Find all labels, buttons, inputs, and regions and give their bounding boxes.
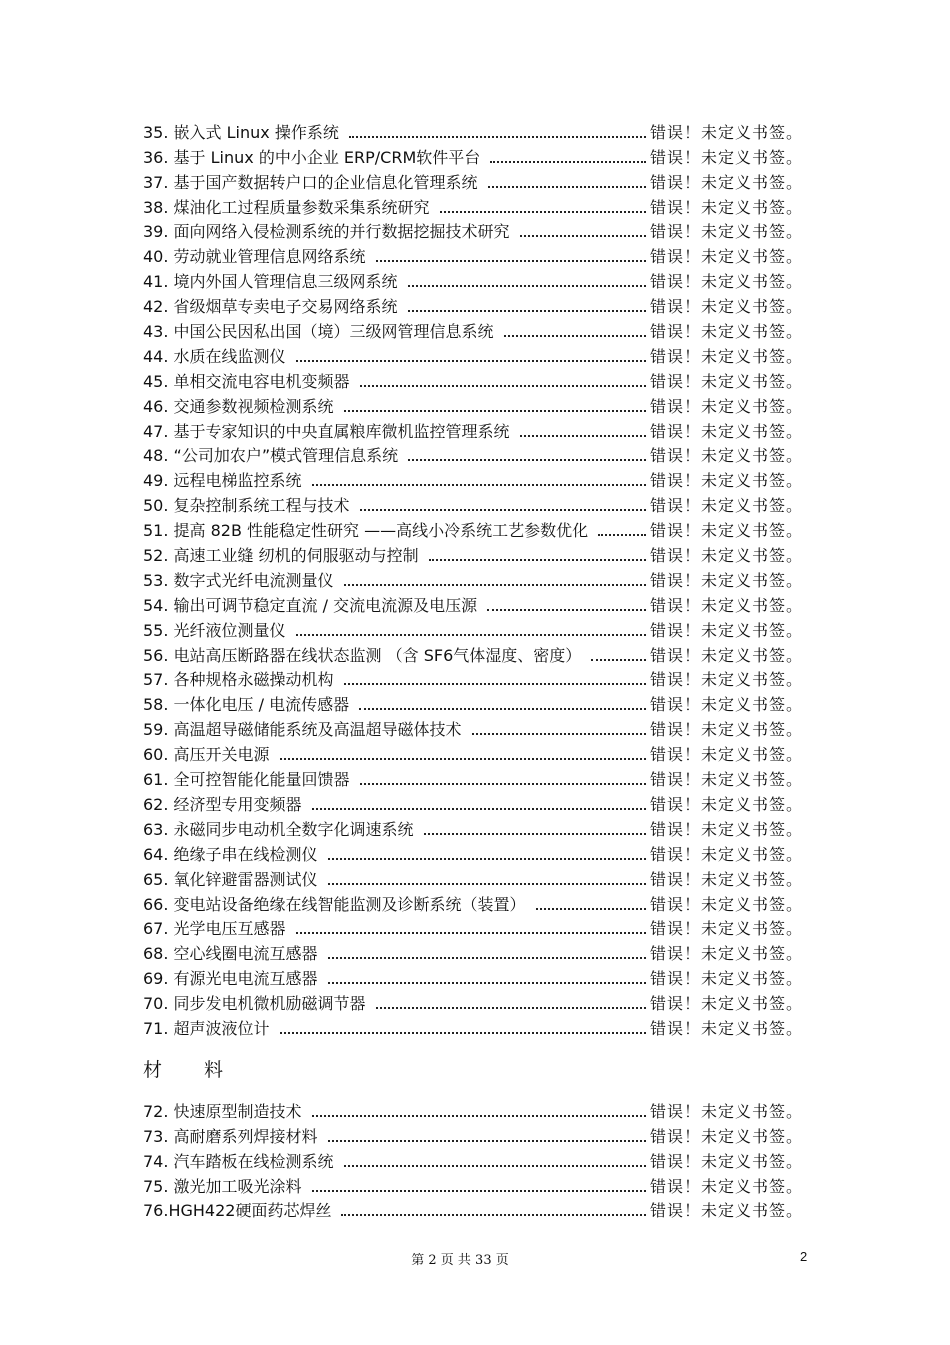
toc-leader-dots xyxy=(312,1115,646,1117)
toc-entry[interactable] xyxy=(143,690,803,715)
toc-leader-dots xyxy=(312,1190,646,1192)
toc-entry[interactable] xyxy=(143,890,803,915)
toc-entry-title: 51. 提高 82B 性能稳定性研究 ——高线小冷系统工艺参数优化 xyxy=(143,521,589,541)
toc-entry-page-ref: 错误！未定义书签。 xyxy=(649,670,803,690)
toc-entry-title: 62. 经济型专用变频器 xyxy=(143,794,302,814)
toc-entry-page-ref: 错误！未定义书签。 xyxy=(649,944,803,964)
toc-entry-title: 49. 远程电梯监控系统 xyxy=(143,471,302,491)
toc-entry[interactable] xyxy=(143,193,803,218)
toc-entry-page-ref: 错误！未定义书签。 xyxy=(649,595,803,615)
toc-leader-dots xyxy=(280,1032,646,1034)
toc-leader-dots xyxy=(440,211,646,213)
toc-entry-title: 41. 境内外国人管理信息三级网系统 xyxy=(143,272,398,292)
toc-entry[interactable] xyxy=(143,1014,803,1039)
toc-entry-page-ref: 错误！未定义书签。 xyxy=(649,869,803,889)
toc-entry[interactable] xyxy=(143,666,803,691)
toc-entry-title: 50. 复杂控制系统工程与技术 xyxy=(143,496,350,516)
toc-leader-dots xyxy=(488,186,646,188)
toc-entry-page-ref: 错误！未定义书签。 xyxy=(649,297,803,317)
toc-entry-title: 45. 单相交流电容电机变频器 xyxy=(143,371,350,391)
toc-entry-page-ref: 错误！未定义书签。 xyxy=(649,1126,803,1146)
toc-entry[interactable] xyxy=(143,342,803,367)
toc-entry-title: 59. 高温超导磁储能系统及高温超导磁体技术 xyxy=(143,720,462,740)
toc-entry-title: 44. 水质在线监测仪 xyxy=(143,346,286,366)
toc-entry-page-ref: 错误！未定义书签。 xyxy=(649,695,803,715)
toc-entry-page-ref: 错误！未定义书签。 xyxy=(649,994,803,1014)
toc-entry-page-ref: 错误！未定义书签。 xyxy=(649,794,803,814)
toc-entry-page-ref: 错误！未定义书签。 xyxy=(649,546,803,566)
toc-entry[interactable] xyxy=(143,218,803,243)
toc-leader-dots xyxy=(328,883,646,885)
toc-entry[interactable] xyxy=(143,915,803,940)
toc-entry-page-ref: 错误！未定义书签。 xyxy=(649,894,803,914)
toc-leader-dots xyxy=(328,858,646,860)
footer-page-number: 2 xyxy=(800,1249,808,1264)
toc-leader-dots xyxy=(376,1007,646,1009)
toc-entry[interactable] xyxy=(143,367,803,392)
toc-entry[interactable] xyxy=(143,1097,803,1122)
toc-entry-page-ref: 错误！未定义书签。 xyxy=(649,1101,803,1121)
toc-entry-page-ref: 错误！未定义书签。 xyxy=(649,471,803,491)
toc-leader-dots xyxy=(349,136,646,138)
toc-entry-title: 40. 劳动就业管理信息网络系统 xyxy=(143,247,366,267)
toc-entry-title: 56. 电站高压断路器在线状态监测 （含 SF6气体湿度、密度） xyxy=(143,645,582,665)
toc-entry-page-ref: 错误！未定义书签。 xyxy=(649,346,803,366)
toc-entry-page-ref: 错误！未定义书签。 xyxy=(649,222,803,242)
toc-entry-page-ref: 错误！未定义书签。 xyxy=(649,720,803,740)
toc-entry-page-ref: 错误！未定义书签。 xyxy=(649,147,803,167)
toc-leader-dots xyxy=(408,459,646,461)
toc-entry-page-ref: 错误！未定义书签。 xyxy=(649,446,803,466)
toc-entry[interactable] xyxy=(143,815,803,840)
toc-leader-dots xyxy=(591,659,646,661)
toc-leader-dots xyxy=(296,360,646,362)
toc-leader-dots xyxy=(344,410,646,412)
toc-entry-title: 46. 交通参数视频检测系统 xyxy=(143,396,334,416)
toc-entry-title: 39. 面向网络入侵检测系统的并行数据挖掘技术研究 xyxy=(143,222,510,242)
toc-leader-dots xyxy=(504,335,646,337)
toc-leader-dots xyxy=(360,783,646,785)
toc-leader-dots xyxy=(598,534,646,536)
toc-entry-title: 52. 高速工业缝 纫机的伺服驱动与控制 xyxy=(143,546,419,566)
toc-entry-title: 54. 输出可调节稳定直流 / 交流电流源及电压源 xyxy=(143,595,478,615)
toc-leader-dots xyxy=(408,310,646,312)
toc-entry-page-ref: 错误！未定义书签。 xyxy=(649,844,803,864)
toc-entry-title: 55. 光纤液位测量仪 xyxy=(143,620,286,640)
toc-entry[interactable] xyxy=(143,1172,803,1197)
toc-leader-dots xyxy=(344,1165,646,1167)
toc-leader-dots xyxy=(520,235,646,237)
toc-entry-page-ref: 错误！未定义书签。 xyxy=(649,645,803,665)
toc-leader-dots xyxy=(360,509,646,511)
toc-entry[interactable] xyxy=(143,1197,803,1222)
toc-entry-page-ref: 错误！未定义书签。 xyxy=(649,396,803,416)
toc-entry[interactable] xyxy=(143,715,803,740)
toc-entry-page-ref: 错误！未定义书签。 xyxy=(649,496,803,516)
toc-entry[interactable] xyxy=(143,641,803,666)
toc-entry-title: 42. 省级烟草专卖电子交易网络系统 xyxy=(143,297,398,317)
toc-entry-title: 35. 嵌入式 Linux 操作系统 xyxy=(143,122,339,142)
toc-entry-page-ref: 错误！未定义书签。 xyxy=(649,819,803,839)
toc-leader-dots xyxy=(472,733,646,735)
toc-leader-dots xyxy=(341,1214,646,1216)
toc-entry-page-ref: 错误！未定义书签。 xyxy=(649,197,803,217)
toc-entry[interactable] xyxy=(143,1122,803,1147)
toc-leader-dots xyxy=(280,758,646,760)
toc-entry[interactable] xyxy=(143,267,803,292)
toc-entry-title: 71. 超声波液位计 xyxy=(143,1018,270,1038)
toc-entry[interactable] xyxy=(143,964,803,989)
toc-entry-title: 53. 数字式光纤电流测量仪 xyxy=(143,570,334,590)
toc-entry-page-ref: 错误！未定义书签。 xyxy=(649,521,803,541)
toc-entry-page-ref: 错误！未定义书签。 xyxy=(649,745,803,765)
toc-entry-title: 67. 光学电压互感器 xyxy=(143,919,286,939)
toc-entry-title: 61. 全可控智能化能量回馈器 xyxy=(143,770,350,790)
toc-entry-title: 74. 汽车踏板在线检测系统 xyxy=(143,1151,334,1171)
footer-page-info: 第 2 页 共 33 页 xyxy=(411,1253,509,1268)
toc-entry[interactable] xyxy=(143,118,803,143)
toc-entry-page-ref: 错误！未定义书签。 xyxy=(649,421,803,441)
toc-leader-dots xyxy=(487,609,646,611)
toc-leader-dots xyxy=(296,634,646,636)
toc-leader-dots xyxy=(536,908,646,910)
toc-entry-page-ref: 错误！未定义书签。 xyxy=(649,620,803,640)
toc-entry[interactable] xyxy=(143,865,803,890)
toc-entry[interactable] xyxy=(143,616,803,641)
toc-entry[interactable] xyxy=(143,491,803,516)
toc-entry[interactable] xyxy=(143,591,803,616)
toc-entry[interactable] xyxy=(143,566,803,591)
toc-entry-title: 57. 各种规格永磁操动机构 xyxy=(143,670,334,690)
toc-entry-page-ref: 错误！未定义书签。 xyxy=(649,1018,803,1038)
toc-leader-dots xyxy=(344,584,646,586)
toc-entry-title: 70. 同步发电机微机励磁调节器 xyxy=(143,994,366,1014)
toc-leader-dots xyxy=(312,808,646,810)
toc-entry-title: 60. 高压开关电源 xyxy=(143,745,270,765)
toc-leader-dots xyxy=(360,385,646,387)
toc-entry-title: 38. 煤油化工过程质量参数采集系统研究 xyxy=(143,197,430,217)
toc-entry-title: 48. “公司加农户”模式管理信息系统 xyxy=(143,446,399,466)
toc-entry-page-ref: 错误！未定义书签。 xyxy=(649,172,803,192)
toc-entry-title: 73. 高耐磨系列焊接材料 xyxy=(143,1126,318,1146)
toc-leader-dots xyxy=(328,982,646,984)
section-heading: 材 料 xyxy=(143,1059,242,1082)
toc-entry[interactable] xyxy=(143,292,803,317)
toc-leader-dots xyxy=(376,260,646,262)
toc-leader-dots xyxy=(359,708,646,710)
toc-leader-dots xyxy=(328,957,646,959)
toc-entry[interactable] xyxy=(143,466,803,491)
table-of-contents xyxy=(143,118,803,1221)
toc-leader-dots xyxy=(328,1140,646,1142)
toc-entry[interactable] xyxy=(143,939,803,964)
toc-entry-page-ref: 错误！未定义书签。 xyxy=(649,1176,803,1196)
toc-entry[interactable] xyxy=(143,541,803,566)
toc-entry-page-ref: 错误！未定义书签。 xyxy=(649,371,803,391)
toc-entry-title: 47. 基于专家知识的中央直属粮库微机监控管理系统 xyxy=(143,421,510,441)
toc-entry-title: 37. 基于国产数据转户口的企业信息化管理系统 xyxy=(143,172,478,192)
toc-entry-page-ref: 错误！未定义书签。 xyxy=(649,1201,803,1221)
toc-entry[interactable] xyxy=(143,242,803,267)
toc-group-1 xyxy=(143,118,803,1039)
toc-entry-page-ref: 错误！未定义书签。 xyxy=(649,122,803,142)
toc-entry[interactable] xyxy=(143,143,803,168)
toc-entry[interactable] xyxy=(143,765,803,790)
toc-entry-page-ref: 错误！未定义书签。 xyxy=(649,272,803,292)
toc-entry-title: 72. 快速原型制造技术 xyxy=(143,1101,302,1121)
toc-entry[interactable] xyxy=(143,168,803,193)
toc-leader-dots xyxy=(520,435,646,437)
toc-entry-title: 76.HGH422硬面药芯焊丝 xyxy=(143,1201,332,1221)
toc-entry[interactable] xyxy=(143,392,803,417)
toc-leader-dots xyxy=(312,484,646,486)
toc-entry-title: 36. 基于 Linux 的中小企业 ERP/CRM软件平台 xyxy=(143,147,481,167)
toc-entry[interactable] xyxy=(143,317,803,342)
toc-entry-page-ref: 错误！未定义书签。 xyxy=(649,247,803,267)
toc-leader-dots xyxy=(344,683,646,685)
toc-leader-dots xyxy=(408,285,646,287)
toc-entry-page-ref: 错误！未定义书签。 xyxy=(649,1151,803,1171)
toc-entry-title: 43. 中国公民因私出国（境）三级网管理信息系统 xyxy=(143,322,494,342)
toc-entry[interactable] xyxy=(143,840,803,865)
toc-entry[interactable] xyxy=(143,417,803,442)
toc-entry-page-ref: 错误！未定义书签。 xyxy=(649,919,803,939)
toc-leader-dots xyxy=(490,161,646,163)
toc-entry-title: 66. 变电站设备绝缘在线智能监测及诊断系统（装置） xyxy=(143,894,526,914)
toc-entry-title: 65. 氧化锌避雷器测试仪 xyxy=(143,869,318,889)
toc-entry-title: 63. 永磁同步电动机全数字化调速系统 xyxy=(143,819,414,839)
toc-entry-title: 58. 一体化电压 / 电流传感器 xyxy=(143,695,350,715)
toc-entry-page-ref: 错误！未定义书签。 xyxy=(649,969,803,989)
toc-entry-page-ref: 错误！未定义书签。 xyxy=(649,570,803,590)
toc-entry-title: 68. 空心线圈电流互感器 xyxy=(143,944,318,964)
toc-leader-dots xyxy=(424,833,646,835)
toc-entry-page-ref: 错误！未定义书签。 xyxy=(649,770,803,790)
toc-entry-page-ref: 错误！未定义书签。 xyxy=(649,322,803,342)
toc-leader-dots xyxy=(296,932,646,934)
toc-entry[interactable] xyxy=(143,442,803,467)
toc-entry-title: 75. 激光加工吸光涂料 xyxy=(143,1176,302,1196)
toc-entry[interactable] xyxy=(143,1147,803,1172)
toc-entry[interactable] xyxy=(143,516,803,541)
toc-leader-dots xyxy=(429,559,646,561)
toc-entry[interactable] xyxy=(143,740,803,765)
toc-entry-title: 64. 绝缘子串在线检测仪 xyxy=(143,844,318,864)
toc-entry-title: 69. 有源光电电流互感器 xyxy=(143,969,318,989)
toc-entry[interactable] xyxy=(143,790,803,815)
toc-entry[interactable] xyxy=(143,989,803,1014)
toc-group-2 xyxy=(143,1097,803,1221)
